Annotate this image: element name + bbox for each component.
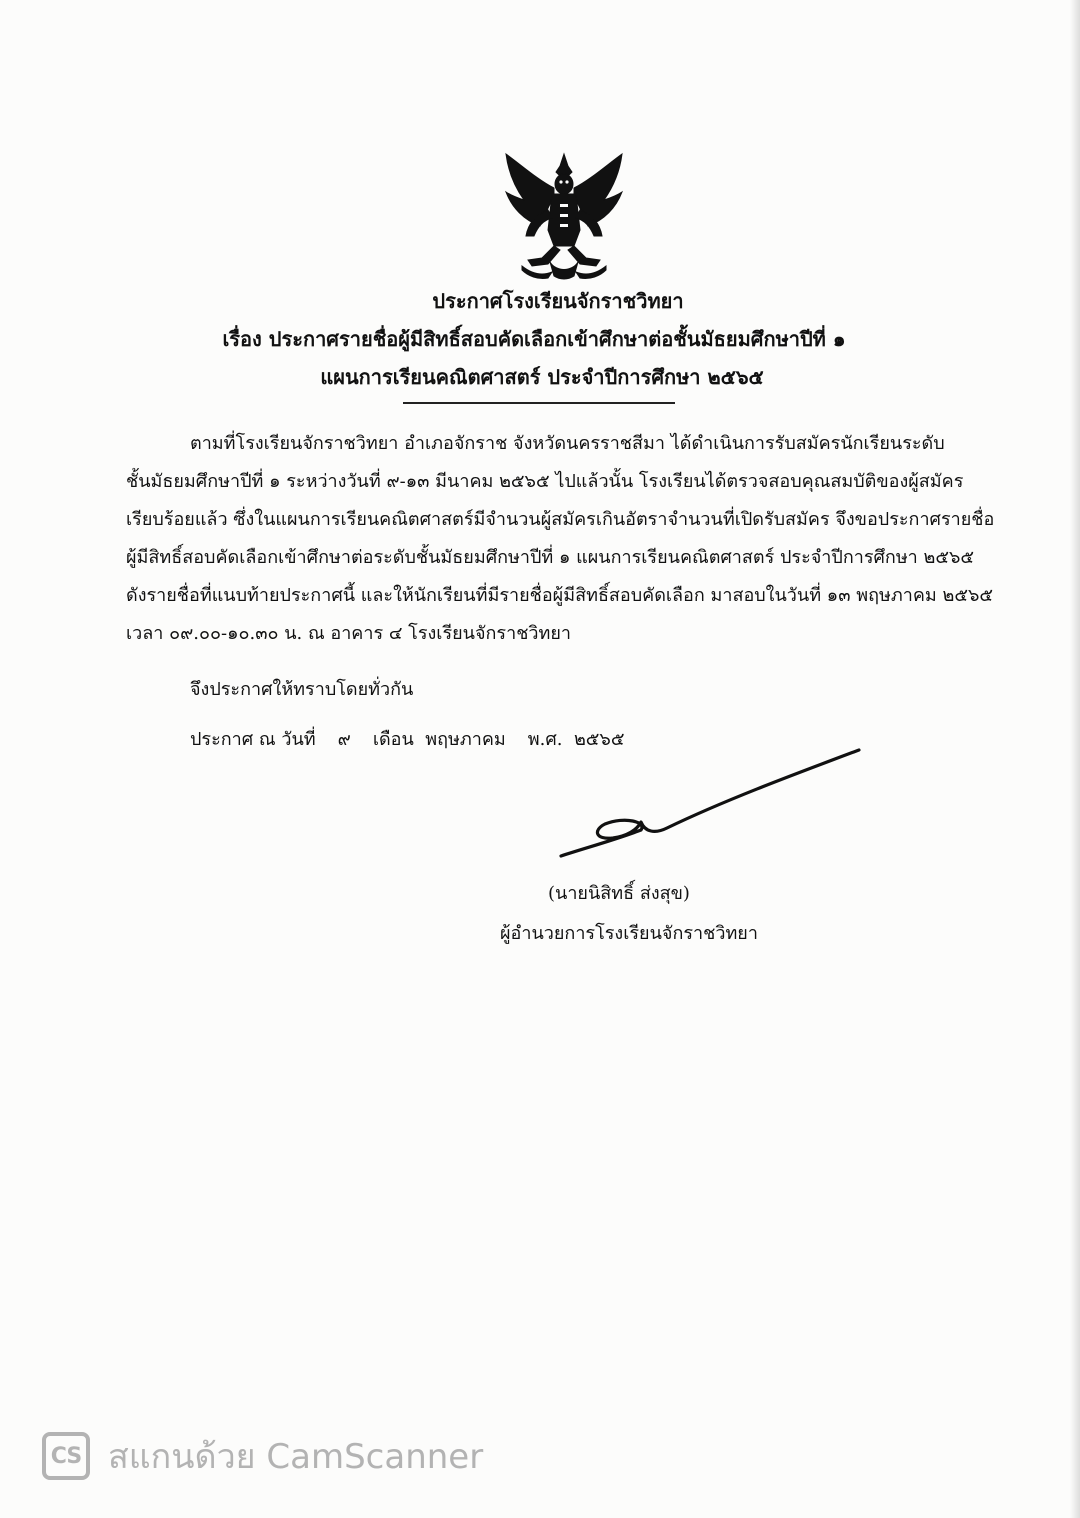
date-prefix: ประกาศ ณ วันที่ [190, 729, 316, 750]
date-year: ๒๕๖๕ [573, 729, 625, 750]
camscanner-logo-icon: CS [42, 1432, 90, 1480]
garuda-emblem-icon [498, 150, 630, 282]
date-month-label: เดือน [372, 729, 414, 750]
body-line-1: ตามที่โรงเรียนจักราชวิทยา อำเภอจักราช จังหวัดนครราชสีมา ได้ดำเนินการรับสมัครนักเรียนระดับ [190, 433, 945, 454]
camscanner-watermark [42, 1430, 483, 1482]
body-line-3: เรียบร้อยแล้ว ซึ่งในแผนการเรียนคณิตศาสตร์มีจำนวนผู้สมัครเกินอัตราจำนวนที่เปิดรับสมัคร จึงขอประกาศรายชื่อ [126, 509, 995, 530]
camscanner-watermark-text: สแกนด้วย CamScanner [108, 1437, 484, 1477]
signatory-title: ผู้อำนวยการโรงเรียนจักราชวิทยา [500, 923, 758, 944]
closing-statement: จึงประกาศให้ทราบโดยทั่วกัน [190, 679, 414, 700]
date-month: พฤษภาคม [425, 729, 506, 750]
announcement-title: ประกาศโรงเรียนจักราชวิทยา [432, 289, 684, 313]
page-edge-shadow [1070, 0, 1080, 1518]
handwritten-signature [555, 742, 875, 872]
announcement-plan: แผนการเรียนคณิตศาสตร์ ประจำปีการศึกษา ๒๕๖๕ [320, 365, 764, 389]
header-divider [403, 402, 675, 404]
date-day: ๙ [337, 729, 351, 750]
body-line-4: ผู้มีสิทธิ์สอบคัดเลือกเข้าศึกษาต่อระดับชั้นมัธยมศึกษาปีที่ ๑ แผนการเรียนคณิตศาสตร์ ประจำปีการศึกษา ๒๕๖๕ [126, 547, 975, 568]
body-line-5: ดังรายชื่อที่แนบท้ายประกาศนี้ และให้นักเรียนที่มีรายชื่อผู้มีสิทธิ์สอบคัดเลือก มาสอบในวันที่ ๑๓ พฤษภาคม ๒๕๖๕ [126, 585, 993, 606]
announcement-subject: เรื่อง ประกาศรายชื่อผู้มีสิทธิ์สอบคัดเลือกเข้าศึกษาต่อชั้นมัธยมศึกษาปีที่ ๑ [222, 327, 846, 351]
body-line-6: เวลา ๐๙.๐๐-๑๐.๓๐ น. ณ อาคาร ๔ โรงเรียนจักราชวิทยา [126, 623, 572, 644]
body-line-2: ชั้นมัธยมศึกษาปีที่ ๑ ระหว่างวันที่ ๙-๑๓ มีนาคม ๒๕๖๕ ไปแล้วนั้น โรงเรียนได้ตรวจสอบคุณสมบัติของผู้สมัคร [126, 471, 964, 492]
date-era: พ.ศ. [527, 729, 563, 750]
signatory-name: (นายนิสิทธิ์ ส่งสุข) [548, 883, 690, 904]
